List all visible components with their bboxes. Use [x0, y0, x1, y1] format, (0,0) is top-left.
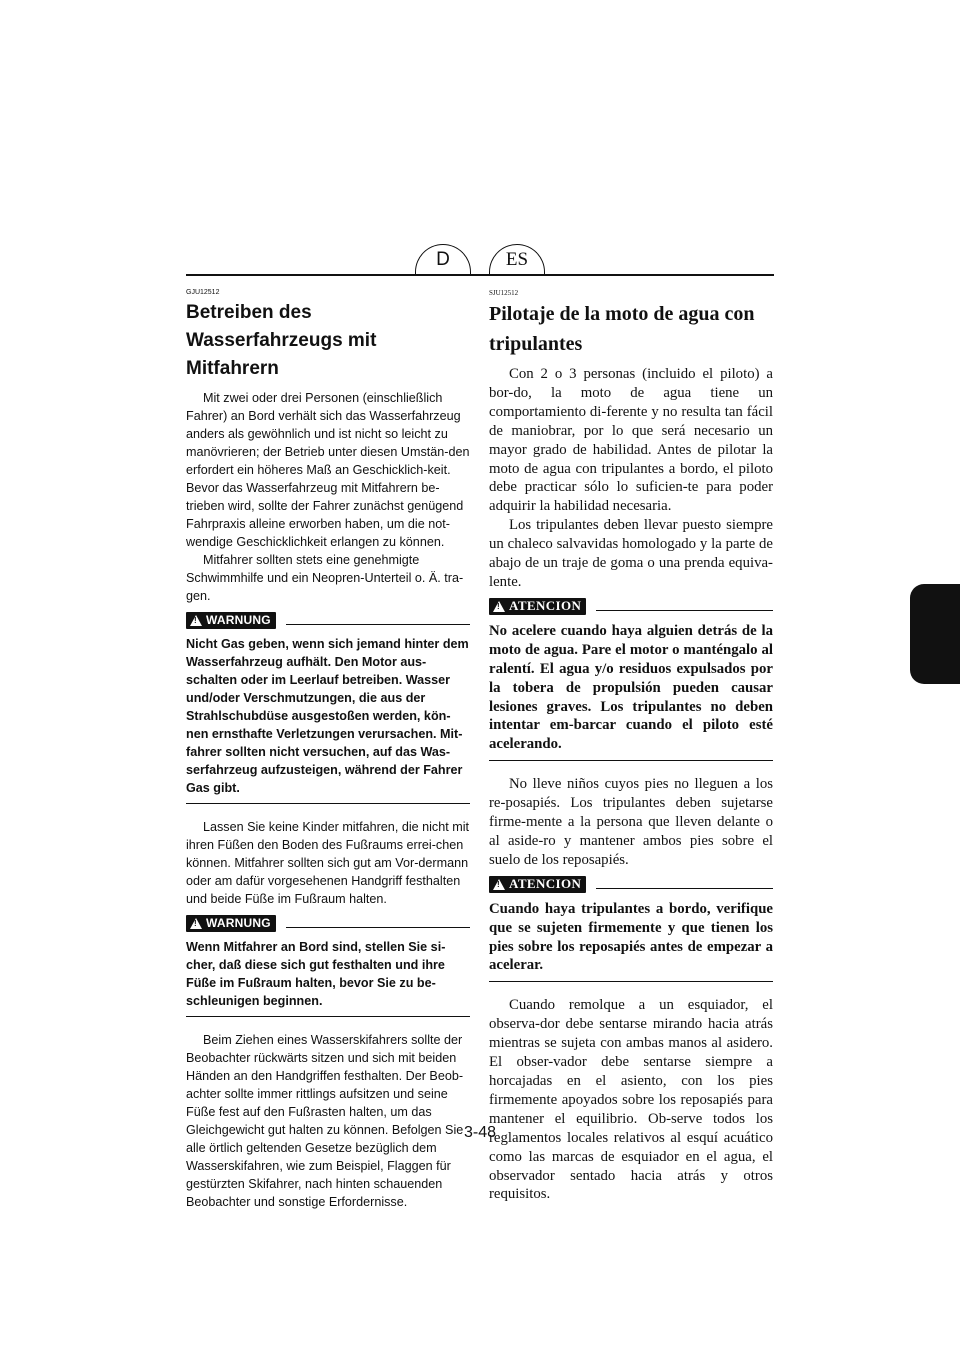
warning-badge: ! WARNUNG: [186, 915, 276, 932]
warning-box: [186, 611, 470, 804]
paragraph: Mit zwei oder drei Personen (einschließlich Fahrer) an Bord verhält sich das Wasserfahrzeug anders als gewöhnlich und ist nicht so leicht zu manövrieren; der Betrieb unter diesen Umstän-den erfordert ein höheres Maß an Geschicklich-keit. Bevor das Wasserfahrzeug mit Mitfahrern be-trieben wird, sollte der Fahrer zunächst genügend Fahrpraxis alleine erworben haben, um die not-wendige Geschicklichkeit erlangen zu können.: [186, 391, 470, 549]
warning-badge: ! WARNUNG: [186, 612, 276, 629]
paragraph: No lleve niños cuyos pies no lleguen a los re-posapiés. Los tripulantes deben sujetarse firme-mente a la persona que lleven delante o al aside-ro y mantener ambos pies sobre el suelo de los reposapiés.: [489, 776, 773, 868]
header-rule: [186, 274, 774, 276]
language-tab-german: D: [415, 244, 471, 274]
warning-triangle-icon: [190, 918, 202, 929]
warning-triangle-icon: [190, 615, 202, 626]
divider: [596, 888, 773, 889]
paragraph: Cuando remolque a un esquiador, el observa-dor debe sentarse mirando hacia atrás mientras se sujeta con ambas manos al asidero. El obser-vador debe sentarse siempre a horcajadas en el asiento, con los pies firmemente apoyados sobre los reposapiés para mantener el equilibrio. Ob-serve todos los reglamentos locales relativos al esquí acuático como las marcas de esquiador en el agua, el observador sentado hacia atrás y otros requisitos.: [489, 997, 773, 1203]
paragraph: Beim Ziehen eines Wasserskifahrers sollte der Beobachter rückwärts sitzen und sich mit beiden Händen an den Handgriffen festhalten. Der Beob-achter sollte immer rittlings aufsitzen und seine Füße fest auf den Fußrasten halten, um das Gleichgewicht gut halten zu können. Befolgen Sie alle örtlich geltenden Gesetze bezüglich dem Wasserskifahren, wie zum Beispiel, Flaggen für gestürzten Skifahrer, nach hinten schauenden Beobachter und sonstige Erfordernisse.: [186, 1033, 464, 1209]
paragraph: Con 2 o 3 personas (incluido el piloto) a bor-do, la moto de agua tiene un comportamiento di-ferente y no resulta tan fácil de maniobrar, por lo que será necesario un mayor grado de habilidad. Antes de pilotar la moto de agua con tripulantes a bordo, el piloto debe practicar sólo lo suficien-te para poder adquirir la habilidad necesaria.: [489, 366, 773, 515]
warning-text: Nicht Gas geben, wenn sich jemand hinter dem Wasserfahrzeug aufhält. Den Motor aus-schalten oder im Leerlauf betreiben. Wasser und/oder Verschmutzungen, die aus der Strahlschubdüse ausgestoßen werden, kön-nen ernsthafte Verletzungen verursachen. Mit-fahrer sollten nicht versuchen, auf das Was-serfahrzeug aufzusteigen, während der Fahrer Gas gibt.: [186, 637, 469, 795]
language-tab-spanish: ES: [489, 244, 545, 274]
warning-box: [489, 876, 773, 983]
warning-text: No acelere cuando haya alguien detrás de la moto de agua. Pare el motor o manténgalo al ralentí. El agua y/o residuos expulsados por la tobera de propulsión pueden causar lesiones graves. Los tripulantes no deben intentar em-barcar cuando el piloto esté acelerando.: [489, 622, 773, 753]
divider: [286, 927, 470, 928]
warning-badge: ! ATENCION: [489, 598, 586, 615]
german-column: [186, 288, 470, 1211]
divider: [596, 610, 773, 611]
warning-badge: ! ATENCION: [489, 876, 586, 893]
warning-text: Cuando haya tripulantes a bordo, verifique que se sujeten firmemente y que tienen los pies sobre los reposapiés antes de empezar a acelerar.: [489, 900, 773, 974]
warning-box: [489, 598, 773, 761]
section-title: Pilotaje de la moto de agua con tripulantes: [489, 303, 755, 355]
spanish-column: [489, 288, 773, 1204]
section-code: SJU12512: [489, 289, 519, 297]
section-title: Betreiben des Wasserfahrzeugs mit Mitfahrern: [186, 302, 377, 379]
warning-triangle-icon: [493, 879, 505, 890]
page-number: 3-48: [463, 1124, 497, 1141]
paragraph: Lassen Sie keine Kinder mitfahren, die nicht mit ihren Füßen den Boden des Fußraums errei-chen können. Mitfahrer sollten sich gut am Vor-dermann oder am dafür vorgesehenen Handgriff festhalten und beide Füße im Fußraum halten.: [186, 820, 470, 906]
divider: [286, 624, 470, 625]
paragraph: Los tripulantes deben llevar puesto siempre un chaleco salvavidas homologado y la parte de abajo de un traje de goma o una prenda equiva-lente.: [489, 517, 773, 590]
section-thumb-tab: [910, 584, 960, 684]
warning-box: [186, 914, 470, 1017]
warning-text: Wenn Mitfahrer an Bord sind, stellen Sie si-cher, daß diese sich gut festhalten und ihre Füße im Fußraum halten, bevor Sie zu be-schleunigen beginnen.: [186, 940, 446, 1008]
warning-triangle-icon: [493, 601, 505, 612]
section-code: GJU12512: [186, 289, 220, 296]
paragraph: Mitfahrer sollten stets eine genehmigte Schwimmhilfe und ein Neopren-Unterteil o. Ä. tra-gen.: [186, 553, 464, 603]
